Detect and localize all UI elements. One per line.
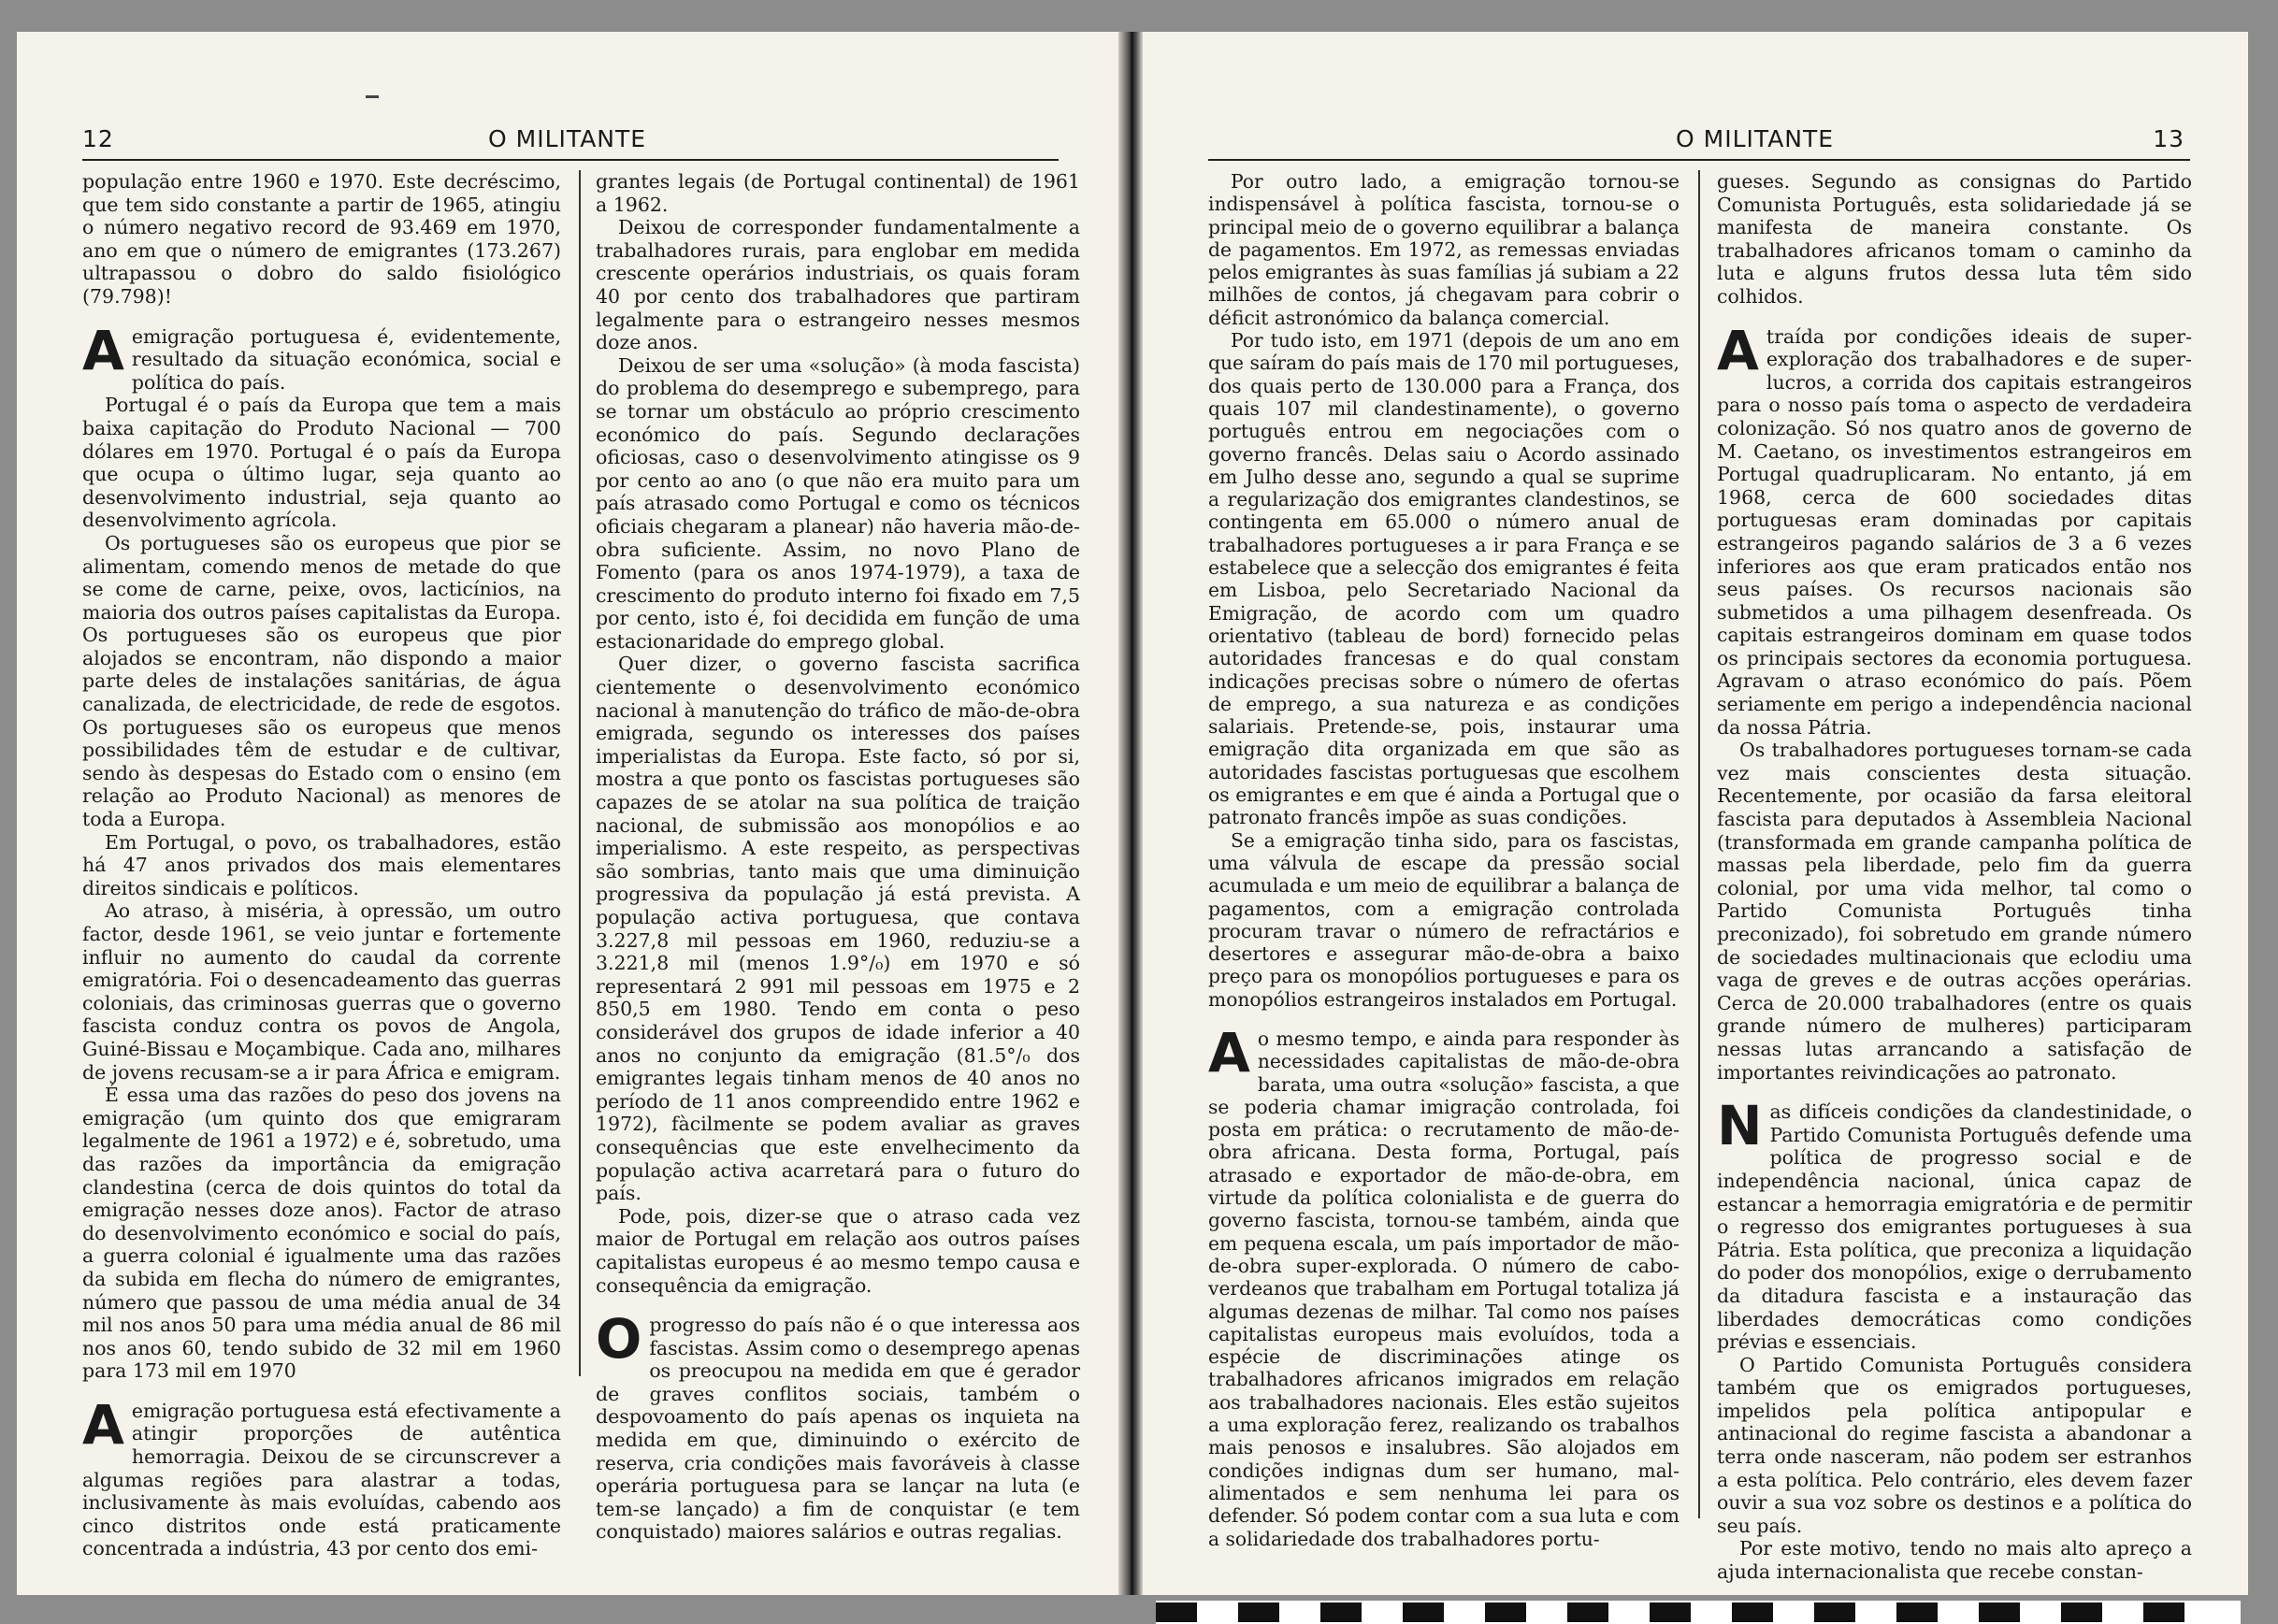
paragraph: Ao atraso, à miséria, à opressão, um outro factor, desde 1961, se veio juntar e fortemente influir no aumento do caudal da corrente emigratória. Foi o desencadeamento das guerras coloniais, das criminosas guerras que o governo fascista conduz contra os povos de Angola, Guiné-Bissau e Moçambique. Cada ano, milhares de jovens recusam-se a ir para África e emigram. [82,899,561,1084]
drop-cap-paragraph [1717,318,2192,740]
paragraph-text: traída por condições ideais de super-exploração dos trabalhadores e de super-lucros, a corrida dos capitais estrangeiros para o nosso país toma o aspecto de verdadeira colonização. Só nos quatro anos de governo de M. Caetano, os investimentos estrangeiros em Portugal quadruplicaram. No entanto, já em 1968, cerca de 600 sociedades ditas portuguesas eram dominadas por capitais estrangeiros pagando salários de 3 a 6 vezes inferiores aos que eram praticados então nos seus países. Os recursos nacionais são submetidos a uma pilhagem desenfreada. Os capitais estrangeiros dominam em quase todos os principais sectores da economia portuguesa. Agravam o atraso económico do país. Põem seriamente em perigo a independência nacional da nossa Pátria. [1717,324,2192,739]
running-title: O MILITANTE [1676,125,1835,152]
drop-cap: A [1208,1020,1250,1085]
paragraph: Deixou de ser uma «solução» (à moda fascista) do problema do desemprego e subemprego, para se tornar um obstáculo ao próprio crescimento económico do país. Segundo declarações oficiosas, caso o desenvolvimento atingisse os 9 por cento ao ano (o que não era muito para um país atrasado como Portugal e como os técnicos oficiais chegaram a planear) não haveria mão-de-obra suficiente. Assim, no novo Plano de Fomento (para os anos 1974-1979), a taxa de crescimento do produto interno foi fixado em 7,5 por cento, isto é, foi decidida em função de uma estacionaridade do emprego global. [596,353,1080,653]
drop-cap: O [596,1307,642,1372]
drop-cap-paragraph [82,1392,561,1560]
paragraph-text: emigração portuguesa está efectivamente a atingir proporções de autêntica hemorragia. Deixou de se circunscrever a algumas regiões para alastrar a todas, inclusivamente às mais evoluídas, cabendo aos cinco distritos onde está praticamente concentrada a indústria, 43 por cento dos emi- [82,1399,561,1560]
paragraph: O Partido Comunista Português considera também que os emigrados portugueses, impelidos pela política antipopular e antinacional do regime fascista a abandonar a terra onde nasceram, não podem ser estranhos a esta política. Pelo contrário, eles devem fazer ouvir a sua voz sobre os destinos e a política do seu país. [1717,1353,2192,1537]
left-page [17,32,1118,1595]
article-column [1208,170,1680,1550]
drop-cap: A [1717,318,1759,382]
drop-cap: A [82,318,124,382]
paragraph-text: as difíceis condições da clandestinidade, o Partido Comunista Português defende uma política de progresso social e de independência nacional, única capaz de estancar a hemorragia emigratória e de permitir o regresso dos emigrantes portugueses à sua Pátria. Esta política, que preconiza a liquidação do poder dos monopólios, exige o derrubamento da ditadura fascista e a instauração das liberdades democráticas como condições prévias e essenciais. [1717,1100,2192,1354]
drop-cap-paragraph [1208,1020,1680,1550]
paragraph: Por este motivo, tendo no mais alto apreço a ajuda internacionalista que recebe constan- [1717,1537,2192,1584]
column-rule [579,170,581,1376]
paragraph: Se a emigração tinha sido, para os fascistas, uma válvula de escape da pressão social acumulada e um meio de equilibrar a balança de pagamentos, com a emigração controlada procuram travar o número de refractários e desertores e assegurar mão-de-obra a baixo preço para os monopólios portugueses e para os monopólios estrangeiros instalados em Portugal. [1208,828,1680,1011]
paragraph: Pode, pois, dizer-se que o atraso cada vez maior de Portugal em relação aos outros países capitalistas europeus é ao mesmo tempo causa e consequência da emigração. [596,1204,1080,1297]
paragraph: Em Portugal, o povo, os trabalhadores, estão há 47 anos privados dos mais elementares direitos sindicais e políticos. [82,830,561,899]
paragraph: grantes legais (de Portugal continental) de 1961 a 1962. [596,170,1080,216]
paragraph: Os portugueses são os europeus que pior se alimentam, comendo menos de metade do que se come de carne, peixe, ovos, lacticínios, na maioria dos outros países capitalistas da Europa. Os portugueses são os europeus que pior alojados se encontram, não dispondo a maior parte deles de instalações sanitárias, de água canalizada, de electricidade, de rede de esgotos. Os portugueses são os europeus que menos possibilidades têm de estudar e de cultivar, sendo às despesas do Estado com o ensino (em relação ao Produto Nacional) as menores de toda a Europa. [82,531,561,831]
paragraph: gueses. Segundo as consignas do Partido Comunista Português, esta solidariedade já se manifesta de maneira constante. Os trabalhadores africanos tomam o caminho da luta e alguns frutos dessa luta têm sido colhidos. [1717,170,2192,308]
running-title: O MILITANTE [488,125,647,152]
drop-cap: A [82,1392,124,1457]
paragraph: Quer dizer, o governo fascista sacrifica cientemente o desenvolvimento económico nacional à manutenção do tráfico de mão-de-obra emigrada, segundo os interesses dos países imperialistas da Europa. Este facto, só por si, mostra a que ponto os fascistas portugueses são capazes de se atolar na sua política de traição nacional, de submissão aos monopólios e ao imperialismo. A este respeito, as perspectivas são sombrias, tanto mais que uma diminuição progressiva da população já está prevista. A população activa portuguesa, que contava 3.227,8 mil pessoas em 1960, reduziu-se a 3.221,8 mil (menos 1.9°/₀) em 1970 e só representará 2 991 mil pessoas em 1975 e 2 850,5 em 1980. Tendo em conta o peso considerável dos grupos de idade inferior a 40 anos no conjunto da emigração (81.5°/₀ dos emigrantes legais tinham menos de 40 anos no período de 11 anos compreendido entre 1962 e 1972), fàcilmente se podem avaliar as graves consequências que este envelhecimento da população activa acarretará para o futuro do país. [596,653,1080,1205]
scan-mark [366,95,379,98]
paragraph: Deixou de corresponder fundamentalmente a trabalhadores rurais, para englobar em medida crescente operários industriais, os quais foram 40 por cento dos trabalhadores que partiram legalmente para o estrangeiro nesses mesmos doze anos. [596,216,1080,354]
article-column [1717,170,2192,1584]
drop-cap: N [1717,1094,1763,1158]
paragraph: Por outro lado, a emigração tornou-se indispensável à política fascista, tornou-se o principal meio de o governo equilibrar a balança de pagamentos. Em 1972, as remessas enviadas pelos emigrantes às suas famílias já subiam a 22 milhões de contos, já chegavam para cobrir o déficit astronómico da balança comercial. [1208,170,1680,329]
paragraph-text: o mesmo tempo, e ainda para responder às necessidades capitalistas de mão-de-obra barata, uma outra «solução» fascista, a que se poderia chamar imigração controlada, foi posta em prática: o recrutamento de mão-de-obra africana. Desta forma, Portugal, país atrasado e exportador de mão-de-obra, em virtude da política colonialista e de guerra do governo fascista, tornou-se também, ainda que em pequena escala, um país importador de mão-de-obra super-explorada. O número de cabo-verdeanos que trabalham em Portugal totaliza já algumas dezenas de milhar. Tal como nos países capitalistas europeus mais evoluídos, toda a espécie de discriminações atinge os trabalhadores africanos imigrados em relação aos trabalhadores nacionais. Eles estão sujeitos a uma exploração ferez, realizando os trabalhos mais penosos e insalubres. São alojados em condições indignas dum ser humano, mal-alimentados e sem nenhuma lei para os defender. Só podem contar com a sua luta e com a solidariedade dos trabalhadores portu- [1208,1027,1680,1550]
paragraph: Por tudo isto, em 1971 (depois de um ano em que saíram do país mais de 170 mil portugueses, dos quais perto de 130.000 para a França, dos quais 107 mil clandestinamente), o governo português entrou em negociações com o governo francês. Delas saiu o Acordo assinado em Julho desse ano, segundo a qual se suprime a regularização dos emigrantes clandestinos, se contingenta em 65.000 o número anual de trabalhadores portugueses a ir para França e se estabelece que a selecção dos emigrantes é feita em Lisboa, pelo Secretariado Nacional da Emigração, de acordo com um quadro orientativo (tableau de bord) fornecido pelas autoridades francesas e do qual constam indicações precisas sobre o número de ofertas de emprego, a sua natureza e as condições salariais. Pretende-se, pois, instaurar uma emigração dita organizada em que são as autoridades fascistas portuguesas que escolhem os emigrantes e em que é ainda a Portugal que o patronato francês impõe as suas condições. [1208,329,1680,829]
paragraph: Os trabalhadores portugueses tornam-se cada vez mais conscientes desta situação. Recentemente, por ocasião da farsa eleitoral fascista para deputados à Assembleia Nacional (transformada em grande campanha política de massas pela liberdade, pelo fim da guerra colonial, por uma vida melhor, tal como o Partido Comunista Português tinha preconizado), foi sobretudo em grande número de sociedades multinacionais que eclodiu uma vaga de greves e de outras acções operárias. Cerca de 20.000 trabalhadores (entre os quais grande número de mulheres) participaram nessas lutas arrancando a satisfação de importantes reivindicações ao patronato. [1717,739,2192,1084]
paragraph: É essa uma das razões do peso dos jovens na emigração (um quinto dos que emigraram legalmente de 1961 a 1972) e é, sobretudo, uma das razões da importância da emigração clandestina (cerca de dois quintos do total da emigração nesses doze anos). Factor de atraso do desenvolvimento económico e social do país, a guerra colonial é igualmente uma das razões da subida em flecha do número de emigrantes, número que passou de uma média anual de 34 mil nos anos 50 para uma média anual de 86 mil nos anos 60, tendo subido de 32 mil em 1960 para 173 mil em 1970 [82,1084,561,1383]
drop-cap-paragraph [1717,1094,2192,1354]
article-column [82,170,561,1560]
paragraph: população entre 1960 e 1970. Este decréscimo, que tem sido constante a partir de 1965, atingiu o número negativo record de 93.469 em 1970, ano em que o número de emigrantes (173.267) ultrapassou o dobro do saldo fisiológico (79.798)! [82,170,561,308]
page-number: 12 [82,125,114,152]
paragraph-text: emigração portuguesa é, evidentemente, resultado da situação económica, social e política do país. [131,324,561,394]
scale-ruler [1156,1601,2241,1624]
left-page-header [82,125,1059,161]
drop-cap-paragraph [82,318,561,395]
article-column [596,170,1080,1544]
paragraph-text: progresso do país não é o que interessa aos fascistas. Assim como o desemprego apenas os preocupou na medida em que é gerador de graves conflitos sociais, também o despovoamento do país apenas os inquieta na medida em que, diminuindo o exército de reserva, cria condições mais favoráveis à classe operária portuguesa para se lançar na luta (e tem-se lançado) a fim de conquistar (e tem conquistado) maiores salários e outras regalias. [596,1314,1080,1544]
right-page-header [1208,125,2190,161]
right-page [1143,32,2248,1595]
page-number: 13 [2153,125,2184,152]
paragraph: Portugal é o país da Europa que tem a mais baixa capitação do Produto Nacional — 700 dólares em 1970. Portugal é o país da Europa que ocupa o último lugar, seja quanto ao desenvolvimento industrial, seja quanto ao desenvolvimento agrícola. [82,394,561,532]
book-spine [1118,32,1143,1595]
column-rule [1698,170,1700,1518]
drop-cap-paragraph [596,1307,1080,1544]
